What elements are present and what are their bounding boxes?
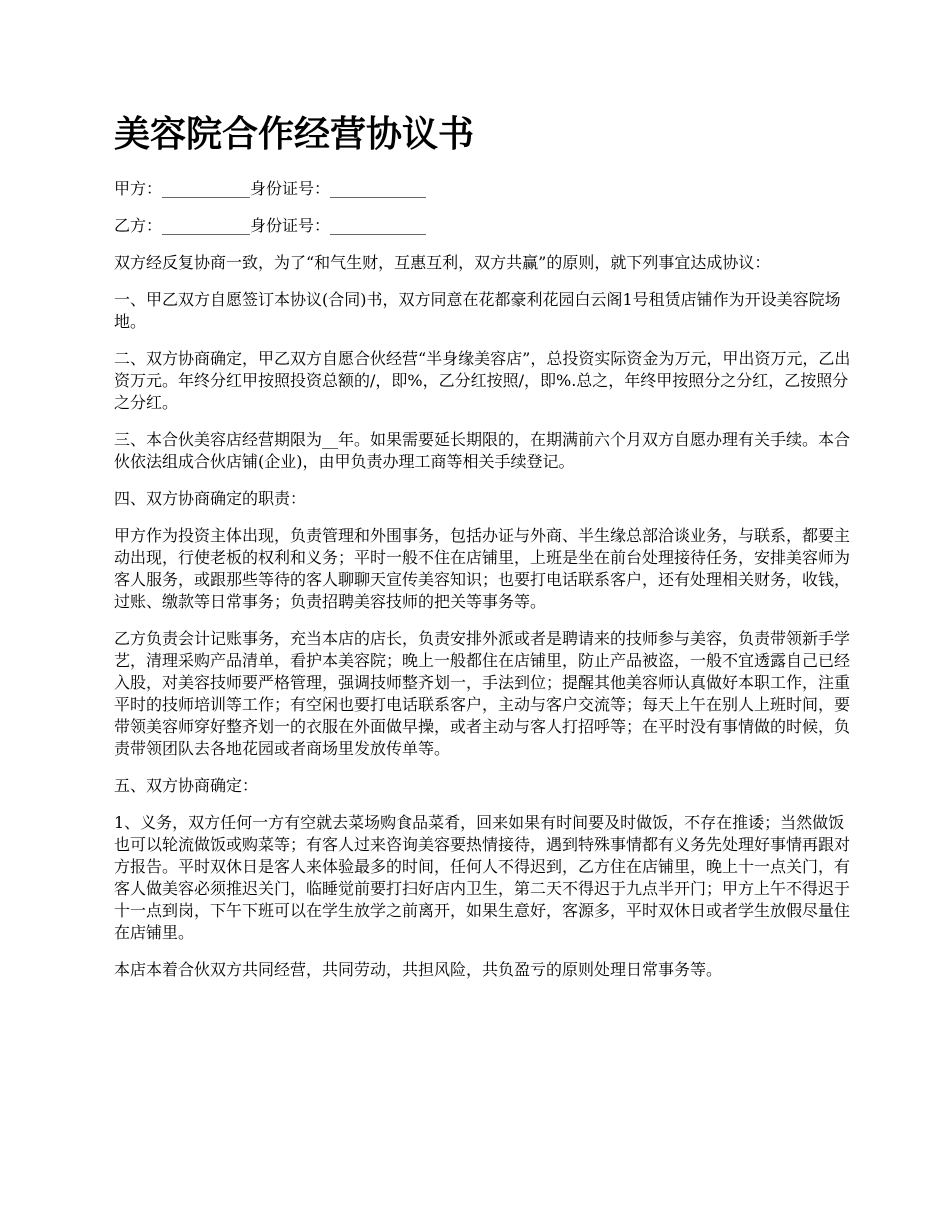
clause-3-paragraph: 三、本合伙美容店经营期限为__年。如果需要延长期限的，在期满前六个月双方自愿办理有关手续。本合伙依法组成合伙店铺(企业)，由甲负责办理工商等相关手续登记。 — [114, 430, 851, 471]
document-title: 美容院合作经营协议书 — [114, 114, 475, 155]
clause-2-paragraph: 二、双方协商确定，甲乙双方自愿合伙经营“半身缘美容店”，总投资实际资金为万元，甲出资万元，乙出资万元。年终分红甲按照投资总额的/，即%，乙分红按照/，即%.总之，年终甲按照分之分红，乙按照分之分红。 — [114, 349, 851, 412]
party-b-duties-paragraph: 乙方负责会计记账事务，充当本店的店长，负责安排外派或者是聘请来的技师参与美容，负责带领新手学艺，清理采购产品清单，看护本美容院；晚上一般都住在店铺里，防止产品被盗，一般不宜透露自己已经入股，对美容技师要严格管理，强调技师整齐划一，手法到位；提醒其他美容师认真做好本职工作，注重平时的技师培训等工作；有空闲也要打电话联系客户，主动与客户交流等；每天上午在别人上班时间，要带领美容师穿好整齐划一的衣服在外面做早操，或者主动与客人打招呼等；在平时没有事情做的时候，负责带领团队去各地花园或者商场里发放传单等。 — [114, 629, 851, 758]
clause-4-heading: 四、双方协商确定的职责： — [114, 489, 307, 508]
party-b-line: 乙方：___________身份证号：____________ — [114, 216, 427, 235]
clause-5-heading: 五、双方协商确定： — [114, 776, 259, 795]
obligations-paragraph: 1、义务，双方任何一方有空就去菜场购食品菜肴，回来如果有时间要及时做饭，不存在推诿；当然做饭也可以轮流做饭或购菜等；有客人过来咨询美容要热情接待，遇到特殊事情都有义务先处理好事情再跟对方报告。平时双休日是客人来体验最多的时间，任何人不得迟到，乙方住在店铺里，晚上十一点关门，有客人做美容必须推迟关门，临睡觉前要打扫好店内卫生，第二天不得迟于九点半开门；甲方上午不得迟于十一点到岗，下午下班可以在学生放学之前离开，如果生意好，客源多，平时双休日或者学生放假尽量住在店铺里。 — [114, 813, 851, 942]
closing-paragraph: 本店本着合伙双方共同经营，共同劳动，共担风险，共负盈亏的原则处理日常事务等。 — [114, 960, 723, 979]
clause-1-paragraph: 一、甲乙双方自愿签订本协议(合同)书，双方同意在花都豪利花园白云阁1号租赁店铺作为开设美容院场地。 — [114, 290, 841, 331]
document-body — [114, 178, 854, 996]
party-a-line: 甲方：___________身份证号：____________ — [114, 179, 427, 198]
preamble-paragraph: 双方经反复协商一致，为了“和气生财，互惠互利，双方共赢”的原则，就下列事宜达成协议： — [114, 253, 771, 272]
party-a-duties-paragraph: 甲方作为投资主体出现，负责管理和外围事务，包括办证与外商、半生缘总部洽谈业务，与联系，都要主动出现，行使老板的权利和义务；平时一般不住在店铺里，上班是坐在前台处理接待任务，安排美容师为客人服务，或跟那些等待的客人聊聊天宣传美容知识；也要打电话联系客户，还有处理相关财务，收钱，过账、缴款等日常事务；负责招聘美容技师的把关等事务等。 — [114, 526, 851, 611]
